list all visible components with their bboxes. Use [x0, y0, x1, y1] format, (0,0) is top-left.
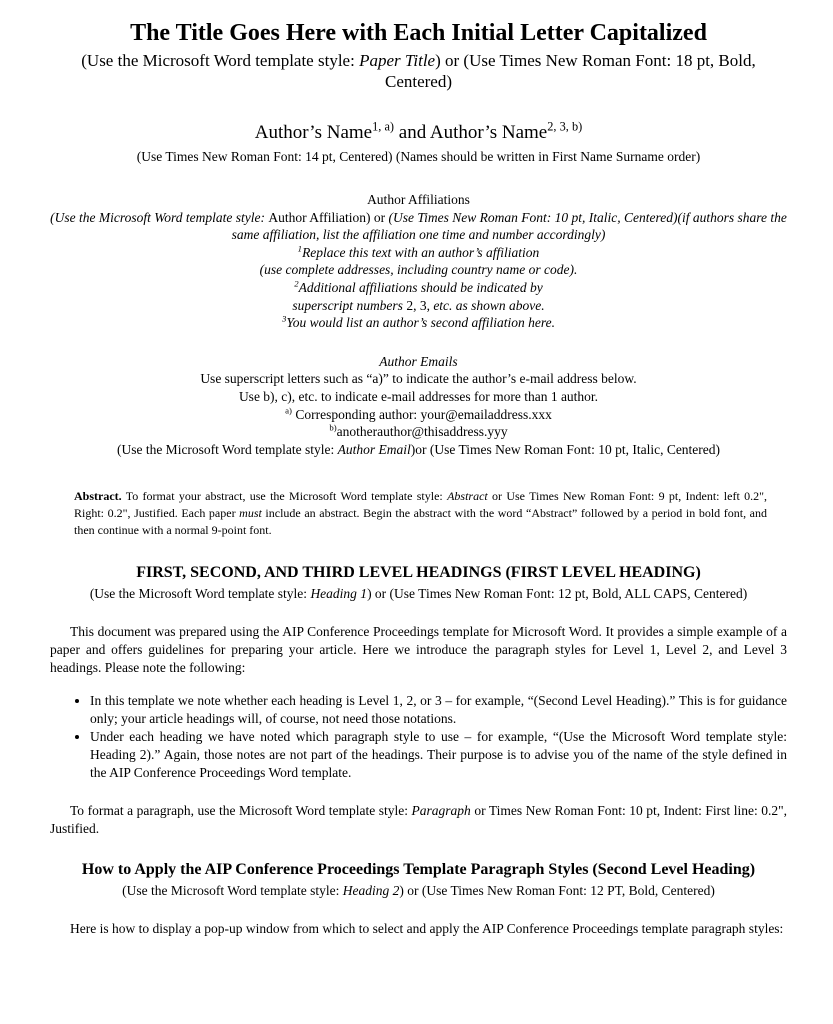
emails-instruction-1: Use superscript letters such as “a)” to indicate the author’s e-mail address below.: [200, 371, 637, 387]
bullet-item-1: • In this template we note whether each heading is Level 1, 2, or 3 – for example, “(Second Level Heading).” This is for guidance only; your article headings will, of course, not need those notations.: [90, 692, 787, 728]
emails-heading: Author Emails: [379, 353, 458, 369]
paper-title: The Title Goes Here with Each Initial Letter Capitalized: [130, 20, 707, 46]
intro-paragraph: This document was prepared using the AIP Conference Proceedings template for Microsoft Word. It provides a simple example of a paper and offers guidelines for preparing your article. Here we introduce the paragraph styles for Level 1, Level 2, and Level 3 headings. Please note the following:: [50, 624, 787, 676]
affiliations-heading: Author Affiliations: [367, 192, 470, 207]
level2-heading: How to Apply the AIP Conference Proceedings Template Paragraph Styles (Second Level Heading): [81, 861, 756, 879]
affiliation-line-5: $^3$You would list an author’s second affiliation here.: [282, 313, 555, 331]
emails-style-note: (Use the Microsoft Word template style: Author Email)or (Use Times New Roman Font: 10 pt, Italic, Centered): [116, 441, 721, 457]
title-style-note: (Use the Microsoft Word template style: Paper Title) or (Use Times New Roman Font: 18 pt, Bold, Centered): [81, 51, 756, 91]
second-author-email: $^{b)}$anotherauthor@thisaddress.yyy: [329, 422, 508, 440]
bullet-list: [50, 692, 787, 782]
popup-instruction-paragraph: Here is how to display a pop-up window from which to select and apply the AIP Conference Proceedings template paragraph styles:: [70, 921, 784, 937]
level1-heading: FIRST, SECOND, AND THIRD LEVEL HEADINGS (FIRST LEVEL HEADING): [136, 564, 701, 582]
corresponding-author-email: $^{a)}$ Corresponding author: your@emailaddress.xxx: [285, 405, 552, 422]
emails-instruction-2: Use b), c), etc. to indicate e-mail addresses for more than 1 author.: [238, 388, 599, 404]
affiliations-section: [50, 191, 787, 332]
affiliation-line-4: superscript numbers 2, 3, etc. as shown above.: [292, 297, 545, 313]
affiliation-line-1: $^1$Replace this text with an author’s affiliation: [297, 243, 540, 260]
level1-heading-style-note: (Use the Microsoft Word template style: Heading 1) or (Use Times New Roman Font: 12 pt, Bold, ALL CAPS, Centered): [89, 586, 748, 602]
level2-heading-style-note: (Use the Microsoft Word template style: Heading 2) or (Use Times New Roman Font: 12 PT, Bold, Centered): [122, 883, 715, 899]
author-names: Author’s Name$^{1, a)}$ and Author’s Name$^{2, 3, b)}$: [254, 119, 583, 143]
affiliations-style-note: (Use the Microsoft Word template style: Author Affiliation) or (Use Times New Roman Font: 10 pt, Italic, Centered)(if authors share the same affiliation, list the affiliation one time and number accordingly): [50, 209, 787, 243]
authors-style-note: (Use Times New Roman Font: 14 pt, Centered) (Names should be written in First Name Surname order): [136, 149, 701, 164]
format-paragraph-note: To format a paragraph, use the Microsoft Word template style: Paragraph or Times New Roman Font: 10 pt, Indent: First line: 0.2", Justified.: [50, 803, 787, 837]
abstract-paragraph: Abstract. To format your abstract, use the Microsoft Word template style: Abstract or Use Times New Roman Font: 9 pt, Indent: left 0.2", Right: 0.2", Justified. Each paper must include an abstract. Begin the abstract with the word “Abstract” followed by a period in bold font, and then continue with a normal 9-point font.: [74, 489, 768, 537]
affiliation-line-2: (use complete addresses, including country name or code).: [259, 262, 578, 278]
author-emails-section: [50, 353, 787, 459]
bullet-item-2: • Under each heading we have noted which paragraph style to use – for example, “(Use the Microsoft Word template style: Heading 2).” Again, those notes are not part of the headings. Their purpose is to advise you of the name of the style defined in the AIP Conference Proceedings Word template.: [90, 728, 787, 782]
affiliation-line-3: $^2$Additional affiliations should be indicated by: [294, 278, 543, 295]
